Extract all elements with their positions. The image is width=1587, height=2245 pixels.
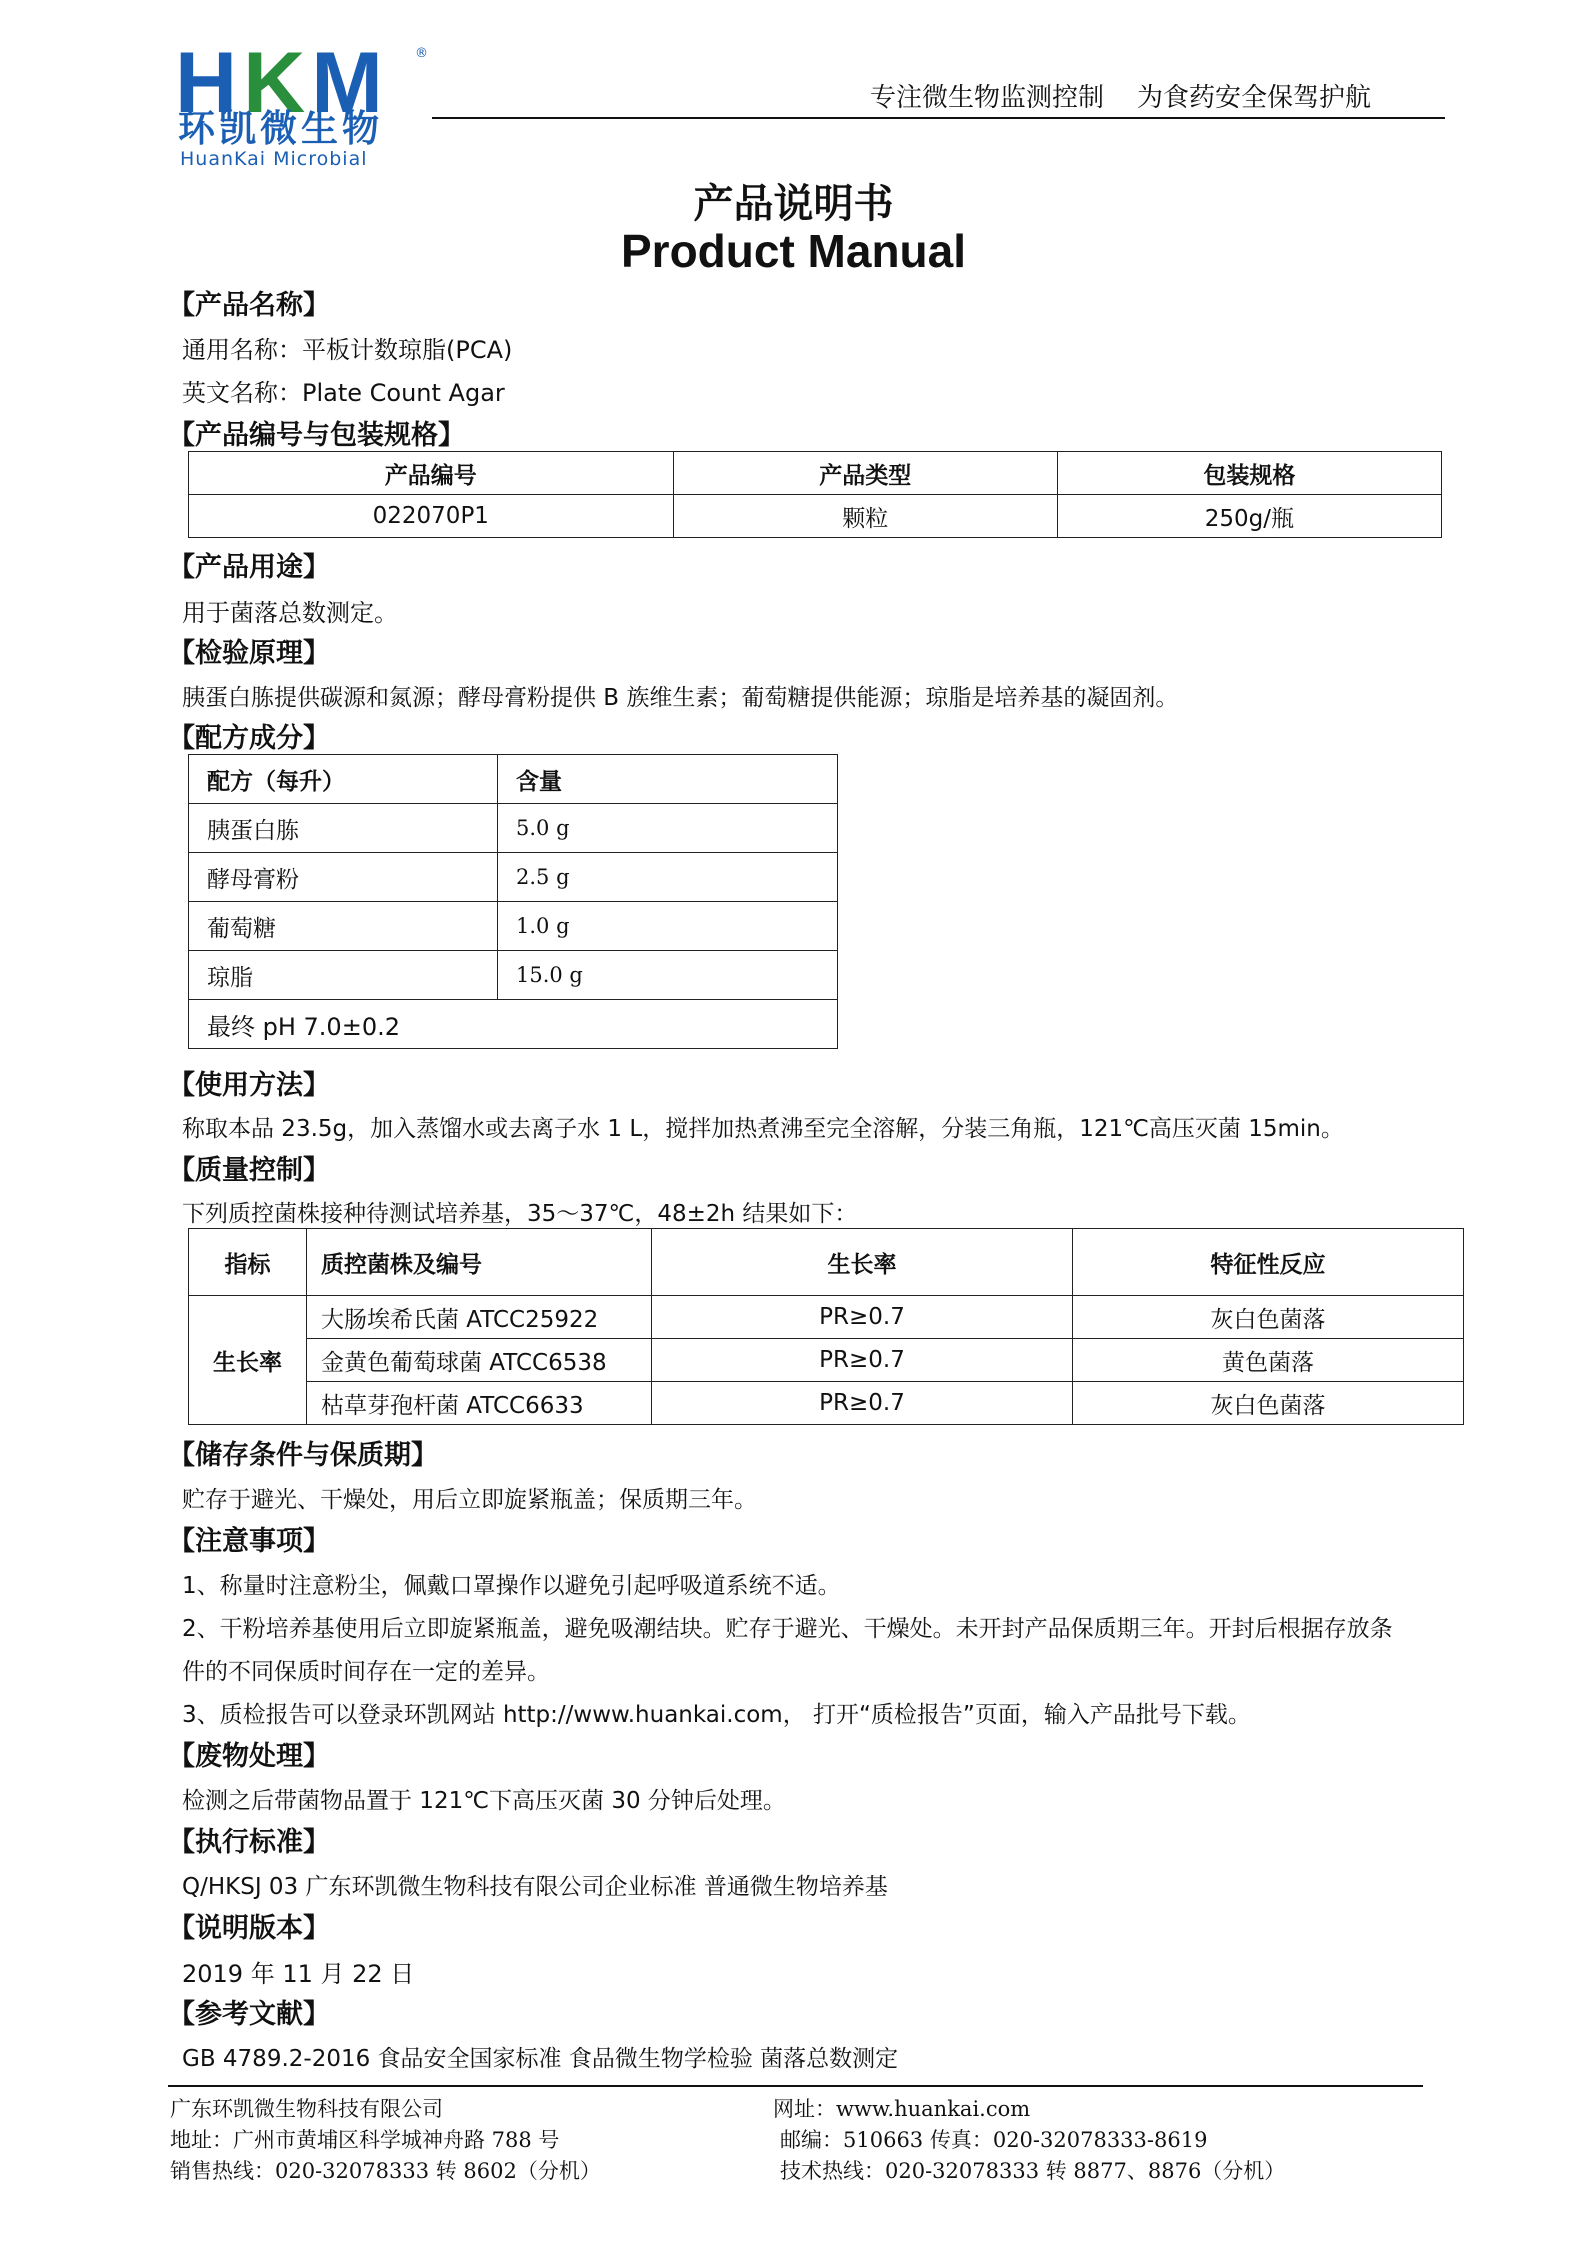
version-date: 2019 年 11 月 22 日 <box>182 1960 415 1988</box>
table-header-row <box>189 1229 1464 1296</box>
section-heading-disposal: 【废物处理】 <box>168 1741 330 1772</box>
note-item: 1、称量时注意粉尘，佩戴口罩操作以避免引起呼吸道系统不适。 <box>182 1573 841 1599</box>
logo-english-name: HuanKai Microbial <box>180 148 368 170</box>
reaction: 黄色菌落 <box>1073 1339 1464 1382</box>
table-row <box>189 1000 838 1049</box>
ingredient-amount: 2.5 g <box>498 853 838 902</box>
header-divider <box>432 117 1445 119</box>
header-reaction: 特征性反应 <box>1073 1229 1464 1296</box>
header-strain: 质控菌株及编号 <box>307 1229 652 1296</box>
section-heading-formula: 【配方成分】 <box>168 723 330 754</box>
formula-table <box>188 754 838 1049</box>
note-item: 2、干粉培养基使用后立即旋紧瓶盖，避免吸潮结块。贮存于避光、干燥处。未开封产品保质期三年。开封后根据存放条 <box>182 1616 1393 1642</box>
package-table <box>188 451 1442 538</box>
standard-text: Q/HKSJ 03 广东环凯微生物科技有限公司企业标准 普通微生物培养基 <box>182 1874 888 1900</box>
ingredient-name: 酵母膏粉 <box>189 853 498 902</box>
footer-divider <box>168 2085 1423 2087</box>
strain: 大肠埃希氏菌 ATCC25922 <box>307 1296 652 1339</box>
table-header-row <box>189 452 1442 495</box>
footer-sales-hotline: 销售热线：020-32078333 转 8602（分机） <box>170 2159 601 2183</box>
qc-intro: 下列质控菌株接种待测试培养基，35～37℃，48±2h 结果如下： <box>182 1201 858 1227</box>
growth-rate: PR≥0.7 <box>652 1296 1073 1339</box>
qc-table <box>188 1228 1464 1425</box>
strain: 金黄色葡萄球菌 ATCC6538 <box>307 1339 652 1382</box>
ingredient-amount: 15.0 g <box>498 951 838 1000</box>
disposal-text: 检测之后带菌物品置于 121℃下高压灭菌 30 分钟后处理。 <box>182 1788 786 1814</box>
product-code: 022070P1 <box>189 495 674 538</box>
logo-chinese-name: 环凯微生物 <box>178 107 383 150</box>
method-text: 称取本品 23.5g，加入蒸馏水或去离子水 1 L，搅拌加热煮沸至完全溶解，分装三角瓶，121℃高压灭菌 15min。 <box>182 1116 1344 1142</box>
table-row <box>189 1339 1464 1382</box>
header-slogan: 专注微生物监测控制 为食药安全保驾护航 <box>870 83 1372 113</box>
note-item: 3、质检报告可以登录环凯网站 http://www.huankai.com， 打开“质检报告”页面，输入产品批号下载。 <box>182 1702 1251 1728</box>
section-heading-version: 【说明版本】 <box>168 1913 330 1944</box>
footer-tech-hotline: 技术热线：020-32078333 转 8877、8876（分机） <box>780 2159 1286 2183</box>
section-heading-product-name: 【产品名称】 <box>168 290 330 321</box>
header-indicator: 指标 <box>189 1229 307 1296</box>
table-row <box>189 1296 1464 1339</box>
page-title-en: Product Manual <box>620 225 967 277</box>
table-row <box>189 902 838 951</box>
growth-rate: PR≥0.7 <box>652 1339 1073 1382</box>
footer-address: 地址：广州市黄埔区科学城神舟路 788 号 <box>170 2128 560 2152</box>
package-spec: 250g/瓶 <box>1057 495 1441 538</box>
ingredient-name: 琼脂 <box>189 951 498 1000</box>
final-ph: 最终 pH 7.0±0.2 <box>189 1000 838 1049</box>
logo-letter-k: K <box>243 35 312 131</box>
header-growth-rate: 生长率 <box>652 1229 1073 1296</box>
table-row <box>189 1382 1464 1425</box>
logo-registered-mark: ® <box>415 46 428 61</box>
section-heading-storage: 【储存条件与保质期】 <box>168 1440 438 1471</box>
ingredient-amount: 5.0 g <box>498 804 838 853</box>
table-row <box>189 853 838 902</box>
page-title-cn: 产品说明书 <box>693 181 894 227</box>
footer-postcode-fax: 邮编：510663 传真：020-32078333-8619 <box>780 2128 1208 2152</box>
header-product-code: 产品编号 <box>189 452 674 495</box>
header-package-spec: 包装规格 <box>1057 452 1441 495</box>
section-heading-package: 【产品编号与包装规格】 <box>168 420 465 451</box>
logo-letter-h: H <box>175 35 244 131</box>
storage-text: 贮存于避光、干燥处，用后立即旋紧瓶盖；保质期三年。 <box>182 1487 757 1513</box>
english-name: 英文名称：Plate Count Agar <box>182 379 505 407</box>
usage-text: 用于菌落总数测定。 <box>182 599 398 627</box>
reaction: 灰白色菌落 <box>1073 1296 1464 1339</box>
principle-text: 胰蛋白胨提供碳源和氮源；酵母膏粉提供 B 族维生素；葡萄糖提供能源；琼脂是培养基的凝固剂。 <box>182 685 1179 711</box>
growth-rate: PR≥0.7 <box>652 1382 1073 1425</box>
table-row <box>189 951 838 1000</box>
common-name: 通用名称：平板计数琼脂(PCA) <box>182 336 513 364</box>
ingredient-name: 胰蛋白胨 <box>189 804 498 853</box>
footer-website: 网址：www.huankai.com <box>773 2097 1031 2121</box>
section-heading-method: 【使用方法】 <box>168 1070 330 1101</box>
table-row <box>189 495 1442 538</box>
reaction: 灰白色菌落 <box>1073 1382 1464 1425</box>
reference-text: GB 4789.2-2016 食品安全国家标准 食品微生物学检验 菌落总数测定 <box>182 2046 899 2072</box>
section-heading-principle: 【检验原理】 <box>168 638 330 669</box>
logo-letter-m: M <box>311 35 389 131</box>
ingredient-name: 葡萄糖 <box>189 902 498 951</box>
header-ingredient: 配方（每升） <box>189 755 498 804</box>
ingredient-amount: 1.0 g <box>498 902 838 951</box>
table-header-row <box>189 755 838 804</box>
section-heading-reference: 【参考文献】 <box>168 1999 330 2030</box>
header-amount: 含量 <box>498 755 838 804</box>
note-item: 件的不同保质时间存在一定的差异。 <box>182 1659 550 1685</box>
section-heading-qc: 【质量控制】 <box>168 1155 330 1186</box>
section-heading-standard: 【执行标准】 <box>168 1827 330 1858</box>
strain: 枯草芽孢杆菌 ATCC6633 <box>307 1382 652 1425</box>
section-heading-usage: 【产品用途】 <box>168 552 330 583</box>
section-heading-notes: 【注意事项】 <box>168 1526 330 1557</box>
indicator-group: 生长率 <box>189 1296 307 1425</box>
header-product-type: 产品类型 <box>673 452 1057 495</box>
product-type: 颗粒 <box>673 495 1057 538</box>
table-row <box>189 804 838 853</box>
footer-company: 广东环凯微生物科技有限公司 <box>170 2097 443 2121</box>
